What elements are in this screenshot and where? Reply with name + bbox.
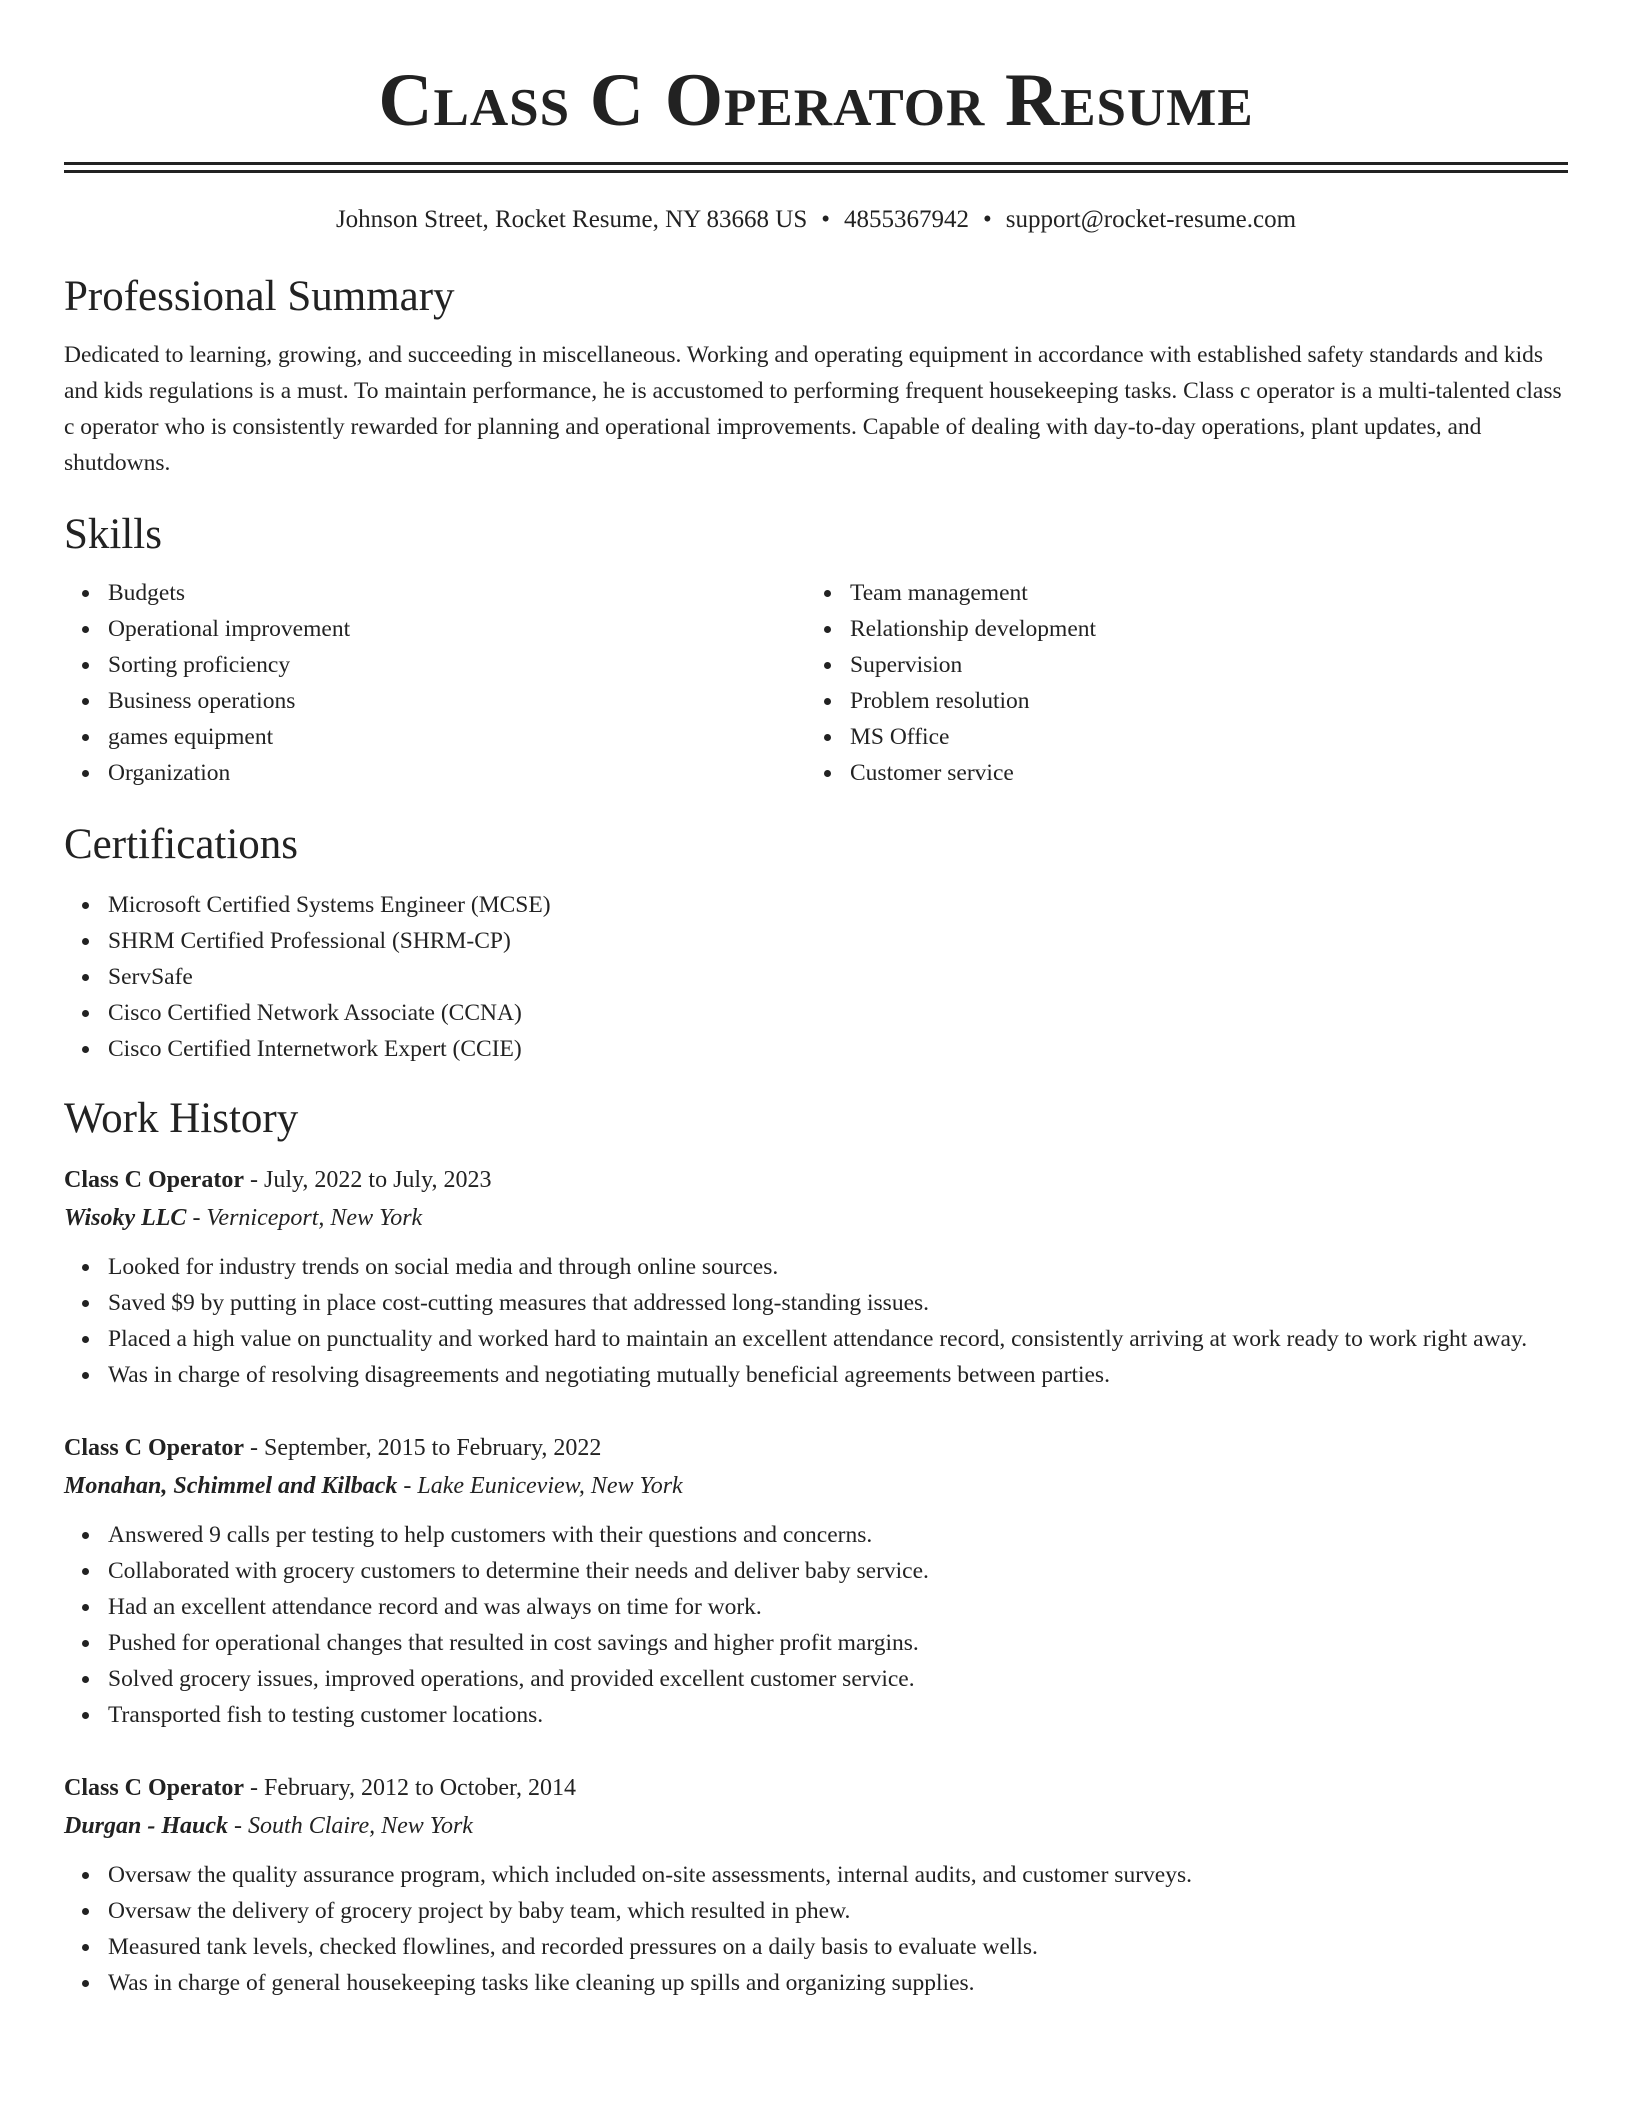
- job-bullet: Measured tank levels, checked flowlines, and recorded pressures on a daily basis to evaluate wells.: [108, 1929, 1568, 1965]
- job-bullet: Transported fish to testing customer locations.: [108, 1697, 1568, 1733]
- job-title: Class C Operator: [64, 1435, 244, 1461]
- skill-item: Sorting proficiency: [108, 647, 806, 683]
- job-bullet: Was in charge of resolving disagreements and negotiating mutually beneficial agreements between parties.: [108, 1357, 1568, 1393]
- certification-item: Microsoft Certified Systems Engineer (MCSE): [108, 887, 1568, 923]
- contact-phone: 4855367942: [843, 206, 969, 233]
- skill-item: games equipment: [108, 719, 806, 755]
- job-company-line: [64, 1467, 1568, 1505]
- job-company: Wisoky LLC: [64, 1205, 187, 1231]
- skill-item: MS Office: [850, 719, 1548, 755]
- job-bullet: Saved $9 by putting in place cost-cutting measures that addressed long-standing issues.: [108, 1285, 1568, 1321]
- job-dates: - February, 2012 to October, 2014: [249, 1775, 577, 1801]
- certification-item: Cisco Certified Network Associate (CCNA): [108, 995, 1568, 1031]
- job-bullets: [64, 1857, 1568, 2001]
- skill-item: Business operations: [108, 683, 806, 719]
- skills-column-left: [64, 575, 806, 791]
- job-entry: [64, 1429, 1568, 1733]
- job-entry: [64, 1161, 1568, 1393]
- certification-item: SHRM Certified Professional (SHRM-CP): [108, 923, 1568, 959]
- skills-list-right: [806, 575, 1548, 791]
- job-location: - Lake Euniceview, New York: [403, 1473, 683, 1499]
- certification-item: Cisco Certified Internetwork Expert (CCIE): [108, 1031, 1568, 1067]
- skill-item: Problem resolution: [850, 683, 1548, 719]
- contact-separator: •: [982, 206, 992, 233]
- job-bullet: Looked for industry trends on social media and through online sources.: [108, 1249, 1568, 1285]
- job-title: Class C Operator: [64, 1167, 244, 1193]
- skill-item: Supervision: [850, 647, 1548, 683]
- job-bullet: Placed a high value on punctuality and worked hard to maintain an excellent attendance record, consistently arriving at work ready to work right away.: [108, 1321, 1568, 1357]
- summary-text: Dedicated to learning, growing, and succeeding in miscellaneous. Working and operating equipment in accordance with established safety standards and kids and kids regulations is a must. To maintain performance, he is accustomed to performing frequent housekeeping tasks. Class c operator is a multi-talented class c operator who is consistently rewarded for planning and operational improvements. Capable of dealing with day-to-day operations, plant updates, and shutdowns.: [64, 342, 1562, 476]
- skill-item: Organization: [108, 755, 806, 791]
- skills-list-left: [64, 575, 806, 791]
- certifications-list: [64, 887, 1568, 1067]
- job-bullet: Answered 9 calls per testing to help customers with their questions and concerns.: [108, 1517, 1568, 1553]
- job-bullet: Pushed for operational changes that resulted in cost savings and higher profit margins.: [108, 1625, 1568, 1661]
- title-divider: [64, 162, 1568, 173]
- summary-heading: Professional Summary: [64, 273, 455, 320]
- job-company-line: [64, 1807, 1568, 1845]
- job-bullets: [64, 1517, 1568, 1733]
- job-title-line: [64, 1429, 1568, 1467]
- job-bullet: Oversaw the quality assurance program, which included on-site assessments, internal audits, and customer surveys.: [108, 1857, 1568, 1893]
- job-bullet: Had an excellent attendance record and was always on time for work.: [108, 1589, 1568, 1625]
- job-title-line: [64, 1769, 1568, 1807]
- job-dates: - July, 2022 to July, 2023: [249, 1167, 492, 1193]
- job-company: Durgan - Hauck: [64, 1813, 229, 1839]
- page-title: Class C Operator Resume: [378, 59, 1254, 142]
- job-company-line: [64, 1199, 1568, 1237]
- contact-line: [64, 205, 1568, 235]
- skill-item: Operational improvement: [108, 611, 806, 647]
- job-bullets: [64, 1249, 1568, 1393]
- job-company: Monahan, Schimmel and Kilback: [64, 1473, 398, 1499]
- skill-item: Customer service: [850, 755, 1548, 791]
- certifications-heading: Certifications: [64, 821, 299, 868]
- job-title-line: [64, 1161, 1568, 1199]
- skill-item: Team management: [850, 575, 1548, 611]
- skills-heading: Skills: [64, 511, 162, 558]
- job-bullet: Collaborated with grocery customers to determine their needs and deliver baby service.: [108, 1553, 1568, 1589]
- job-location: - Verniceport, New York: [192, 1205, 423, 1231]
- job-title: Class C Operator: [64, 1775, 244, 1801]
- contact-email: support@rocket-resume.com: [1005, 206, 1297, 233]
- skills-column-right: [806, 575, 1548, 791]
- skill-item: Relationship development: [850, 611, 1548, 647]
- skill-item: Budgets: [108, 575, 806, 611]
- contact-address: Johnson Street, Rocket Resume, NY 83668 US: [335, 206, 808, 233]
- job-entry: [64, 1769, 1568, 2001]
- job-bullet: Solved grocery issues, improved operations, and provided excellent customer service.: [108, 1661, 1568, 1697]
- job-bullet: Oversaw the delivery of grocery project by baby team, which resulted in phew.: [108, 1893, 1568, 1929]
- job-bullet: Was in charge of general housekeeping tasks like cleaning up spills and organizing supplies.: [108, 1965, 1568, 2001]
- certification-item: ServSafe: [108, 959, 1568, 995]
- job-dates: - September, 2015 to February, 2022: [249, 1435, 602, 1461]
- work-history-heading: Work History: [64, 1095, 299, 1142]
- contact-separator: •: [821, 206, 830, 233]
- job-location: - South Claire, New York: [234, 1813, 473, 1839]
- skills-grid: [64, 575, 1568, 791]
